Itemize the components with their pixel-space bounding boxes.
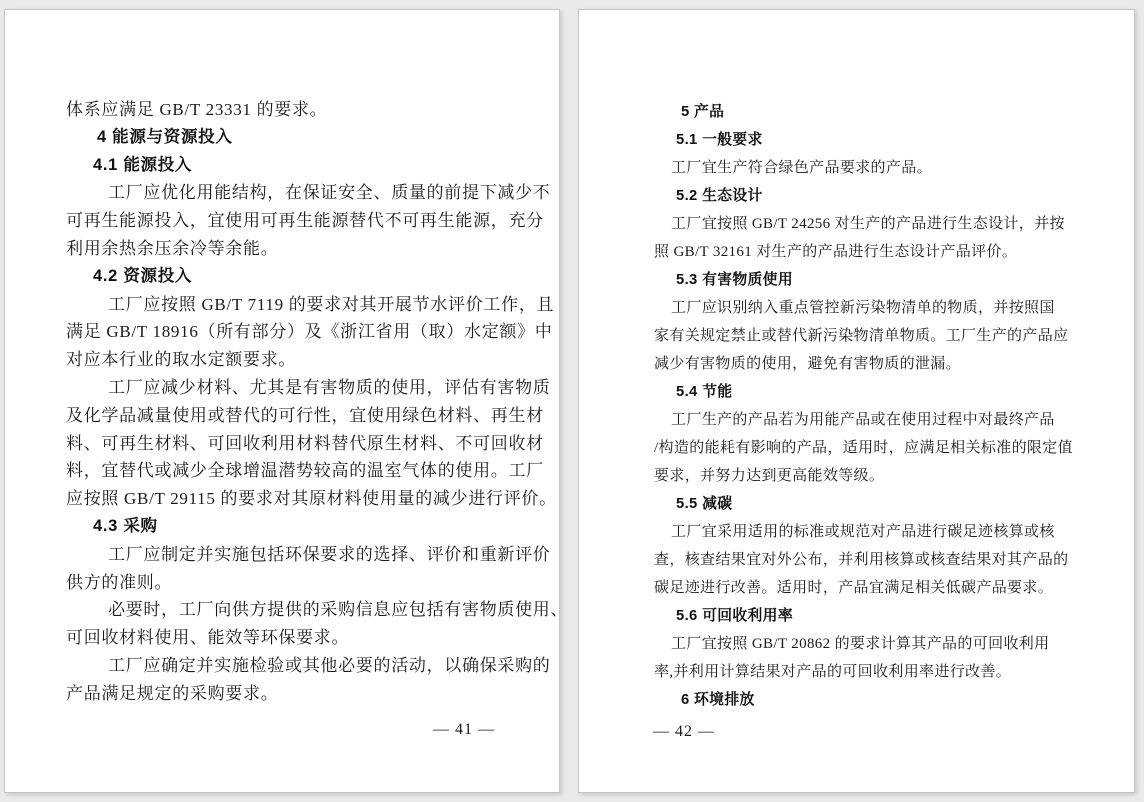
text-line: 应按照 GB/T 29115 的要求对其原材料使用量的减少进行评价。 [66,489,557,509]
text-line: 照 GB/T 32161 对生产的产品进行生态设计产品评价。 [654,244,1018,260]
text-line: 必要时，工厂向供方提供的采购信息应包括有害物质使用、 [108,600,569,620]
text-line: 碳足迹进行改善。适用时，产品宜满足相关低碳产品要求。 [654,580,1054,596]
text-line: 可回收材料使用、能效等环保要求。 [66,628,350,648]
text-line: 工厂应确定并实施检验或其他必要的活动，以确保采购的 [108,655,551,675]
text-line: 工厂生产的产品若为用能产品或在使用过程中对最终产品 [671,412,1055,428]
text-line: 工厂应识别纳入重点管控新污染物清单的物质，并按照国 [671,300,1055,316]
text-line: 工厂宜生产符合绿色产品要求的产品。 [671,160,932,176]
text-line: 工厂宜按照 GB/T 20862 的要求计算其产品的可回收利用 [671,636,1050,652]
text-line: 率,并利用计算结果对产品的可回收利用率进行改善。 [654,664,1012,680]
text-line: 工厂应制定并实施包括环保要求的选择、评价和重新评价 [108,544,551,564]
heading-line: 5.6 可回收利用率 [676,608,793,624]
page-number-42: — 42 — [653,723,715,740]
page-number-41: — 41 — [433,721,495,738]
text-line: 工厂应按照 GB/T 7119 的要求对其开展节水评价工作，且 [108,294,555,314]
text-line: 产品满足规定的采购要求。 [66,683,279,703]
text-line: 工厂宜按照 GB/T 24256 对生产的产品进行生态设计，并按 [671,216,1065,232]
heading-line: 6 环境排放 [681,692,755,708]
heading-line: 5.1 一般要求 [676,132,763,148]
text-line: /构造的能耗有影响的产品，适用时，应满足相关标准的限定值 [654,440,1073,456]
text-line: 工厂宜采用适用的标准或规范对产品进行碳足迹核算或核 [671,524,1055,540]
page-42-text-block [654,98,1073,714]
heading-line: 4 能源与资源投入 [97,127,233,146]
text-line: 料，宜替代或减少全球增温潜势较高的温室气体的使用。工厂 [66,461,544,481]
heading-line: 5.5 减碳 [676,496,733,512]
heading-line: 5.2 生态设计 [676,188,763,204]
heading-line: 5.3 有害物质使用 [676,272,793,288]
document-page-41 [4,9,569,793]
text-line: 满足 GB/T 18916（所有部分）及《浙江省用（取）水定额》中 [66,322,553,342]
text-line: 利用余热余压余冷等余能。 [66,238,279,258]
text-line: 供方的准则。 [66,572,173,592]
text-line: 工厂应减少材料、尤其是有害物质的使用，评估有害物质 [108,377,551,397]
text-line: 料、可再生材料、可回收利用材料替代原生材料、不可回收材 [66,433,544,453]
heading-line: 4.2 资源投入 [93,266,193,285]
text-line: 查，核查结果宜对外公布，并利用核算或核查结果对其产品的 [654,552,1069,568]
heading-line: 5.4 节能 [676,384,733,400]
heading-line: 4.3 采购 [93,516,158,535]
heading-line: 4.1 能源投入 [93,155,193,174]
text-line: 可再生能源投入，宜使用可再生能源替代不可再生能源，充分 [66,211,544,231]
document-page-42 [578,9,1135,793]
text-line: 要求，并努力达到更高能效等级。 [654,468,885,484]
text-line: 家有关规定禁止或替代新污染物清单物质。工厂生产的产品应 [654,328,1069,344]
heading-line: 5 产品 [681,104,725,120]
text-line: 体系应满足 GB/T 23331 的要求。 [66,100,328,119]
text-line: 对应本行业的取水定额要求。 [66,350,297,370]
text-line: 减少有害物质的使用，避免有害物质的泄漏。 [654,356,962,372]
page-41-text-block [66,96,569,708]
text-line: 工厂应优化用能结构，在保证安全、质量的前提下减少不 [108,183,551,203]
text-line: 及化学品减量使用或替代的可行性，宜使用绿色材料、再生材 [66,405,544,425]
